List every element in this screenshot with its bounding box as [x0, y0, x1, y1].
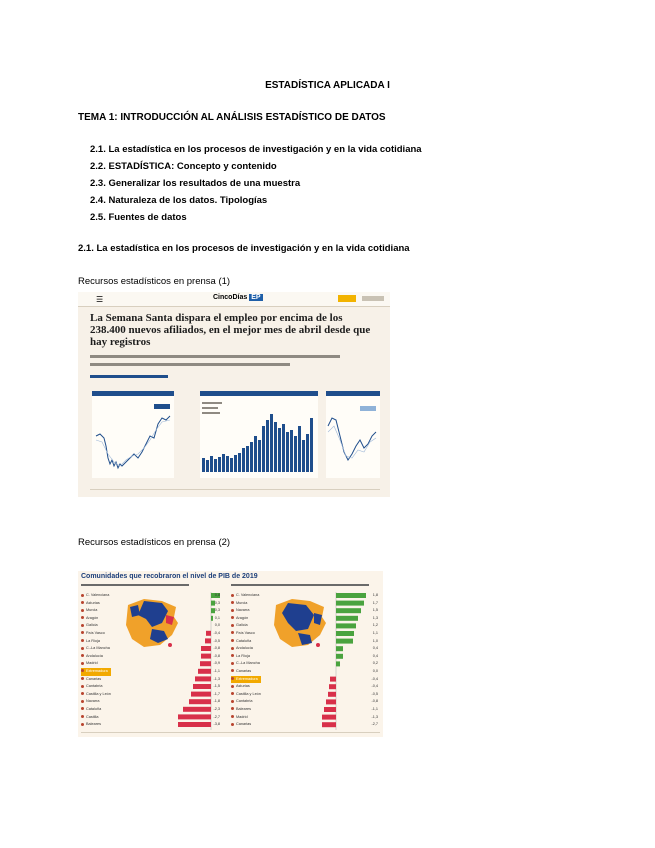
region-name: C.-La Mancha [236, 661, 260, 666]
list-item [81, 630, 111, 638]
data-label: 0,0 [214, 623, 220, 628]
region-flag-icon [81, 700, 84, 703]
press-image-gdp [78, 571, 383, 737]
press-image-employment [78, 292, 390, 497]
list-item [231, 668, 261, 676]
region-flag-icon [81, 715, 84, 718]
data-label: -0,9 [213, 661, 220, 666]
data-label: 0,8 [214, 593, 220, 597]
region-flag-icon [81, 594, 84, 597]
region-flag-icon [231, 715, 234, 718]
list-item [81, 592, 111, 600]
data-label: -0,4 [371, 676, 378, 681]
panel-bar-chart [200, 391, 318, 478]
data-label: 0,4 [372, 646, 378, 651]
region-list-left [81, 592, 111, 729]
list-item [231, 630, 261, 638]
region-name: Canarias [86, 676, 102, 681]
data-label: 1,2 [372, 623, 378, 628]
region-flag-icon [81, 609, 84, 612]
infographic-label-line [90, 374, 170, 379]
header-link [362, 296, 384, 301]
region-name: Castilla [86, 714, 99, 719]
data-label: -1,1 [213, 668, 220, 673]
article-lead [90, 353, 355, 372]
list-item [81, 691, 111, 699]
region-name: Navarra [236, 608, 250, 613]
toc-item: 2.2. ESTADÍSTICA: Concepto y contenido [90, 161, 277, 172]
data-label: 0,2 [372, 661, 378, 666]
region-flag-icon [231, 685, 234, 688]
left-panel-subtitle [81, 583, 191, 588]
data-label: -1,3 [213, 676, 220, 681]
line-chart-sector [326, 396, 380, 476]
region-flag-icon [81, 601, 84, 604]
region-flag-icon [231, 692, 234, 695]
region-name: País Vasco [86, 630, 105, 635]
subtitle-line [231, 583, 371, 587]
infographic-label [90, 374, 170, 381]
region-name: Baleares [86, 722, 101, 727]
menu-icon: ☰ [96, 295, 104, 304]
region-name: Murcia [86, 608, 98, 613]
data-label: -2,3 [213, 706, 220, 711]
line-chart-affiliation [92, 396, 174, 476]
region-flag-icon [231, 601, 234, 604]
region-flag-icon [231, 662, 234, 665]
data-label: -0,8 [213, 646, 220, 651]
list-item [81, 698, 111, 706]
region-name: Cataluña [236, 638, 252, 643]
list-item [231, 714, 261, 722]
list-item [231, 691, 261, 699]
region-flag-icon [231, 677, 234, 680]
list-item [231, 615, 261, 623]
data-label: -2,7 [213, 714, 220, 719]
toc-item: 2.5. Fuentes de datos [90, 212, 187, 223]
list-item [231, 676, 261, 684]
data-label: 1,7 [372, 600, 378, 605]
data-label: 0,3 [214, 600, 220, 605]
region-flag-icon [231, 654, 234, 657]
data-label: 1,1 [372, 630, 378, 635]
region-flag-icon [231, 594, 234, 597]
region-flag-icon [81, 631, 84, 634]
list-item [231, 592, 261, 600]
spain-map-left [122, 595, 182, 655]
region-name: Aragón [236, 615, 249, 620]
toc-item: 2.4. Naturaleza de los datos. Tipologías [90, 195, 268, 206]
list-item [81, 683, 111, 691]
bar-chart-right [322, 592, 368, 732]
list-item [231, 600, 261, 608]
data-label: 0,3 [214, 608, 220, 613]
list-item [81, 706, 111, 714]
data-label: -1,1 [371, 706, 378, 711]
data-label: 0,4 [372, 653, 378, 658]
data-label: -0,4 [213, 630, 220, 635]
list-item [231, 622, 261, 630]
topic-heading: TEMA 1: INTRODUCCIÓN AL ANÁLISIS ESTADÍSTICO DE DATOS [78, 112, 386, 123]
panel-sector-trend [326, 391, 380, 478]
data-label: -1,8 [213, 699, 220, 704]
list-item [81, 600, 111, 608]
infographic-footer [81, 732, 380, 735]
region-flag-icon [231, 707, 234, 710]
region-flag-icon [81, 669, 84, 672]
region-flag-icon [81, 616, 84, 619]
list-item [81, 721, 111, 729]
data-label: 0,1 [214, 615, 220, 620]
data-label: -1,7 [213, 691, 220, 696]
region-flag-icon [231, 723, 234, 726]
region-name: Castilla y León [86, 691, 111, 696]
panel-monthly-affiliation [92, 391, 174, 478]
bar-chart-affiliates [200, 396, 318, 476]
list-item [81, 653, 111, 661]
subscribe-badge [338, 295, 356, 302]
list-item [81, 645, 111, 653]
toc-item: 2.3. Generalizar los resultados de una muestra [90, 178, 301, 189]
region-flag-icon [81, 639, 84, 642]
list-item [231, 660, 261, 668]
data-label: -0,5 [371, 691, 378, 696]
figure-caption-1: Recursos estadísticos en prensa (1) [78, 276, 231, 287]
data-label: -0,8 [371, 699, 378, 704]
region-name: Castilla y León [236, 691, 261, 696]
data-label: 1,5 [372, 608, 378, 613]
region-flag-icon [81, 685, 84, 688]
region-name: C. Valenciana [86, 593, 110, 597]
subtitle-line [81, 583, 191, 587]
region-name: Canarias [236, 722, 252, 727]
value-list-right [366, 592, 378, 729]
data-label: 1,3 [372, 615, 378, 620]
region-flag-icon [81, 692, 84, 695]
data-label: -0,5 [213, 638, 220, 643]
region-flag-icon [231, 639, 234, 642]
region-flag-icon [231, 609, 234, 612]
region-flag-icon [81, 624, 84, 627]
list-item [81, 638, 111, 646]
list-item [81, 668, 111, 676]
list-item [81, 607, 111, 615]
list-item [231, 698, 261, 706]
region-name: Cataluña [86, 706, 102, 711]
region-flag-icon [81, 723, 84, 726]
list-item [81, 622, 111, 630]
region-name: Navarra [86, 699, 100, 704]
article-lead-lines [90, 353, 355, 369]
region-name: Aragón [86, 615, 99, 620]
region-name: Andalucía [236, 646, 253, 651]
region-name: Asturias [86, 600, 100, 605]
region-name: Asturias [236, 684, 250, 689]
data-label: 1,8 [372, 593, 378, 597]
region-name: La Rioja [236, 653, 250, 658]
region-flag-icon [231, 647, 234, 650]
region-name: Baleares [236, 706, 251, 711]
list-item [231, 706, 261, 714]
bar-chart-left [178, 592, 228, 732]
region-list-right [231, 592, 261, 729]
infographic-title: Comunidades que recobraron el nivel de PIB de 2019 [81, 573, 258, 580]
list-item [81, 660, 111, 668]
region-flag-icon [81, 707, 84, 710]
list-item [231, 638, 261, 646]
region-name: Extremadura [86, 668, 108, 673]
document-title: ESTADÍSTICA APLICADA I [265, 80, 390, 91]
right-panel-subtitle [231, 583, 371, 588]
data-label: -0,4 [371, 684, 378, 689]
region-name: Galicia [86, 623, 98, 628]
list-item [231, 645, 261, 653]
region-name: Andalucía [86, 653, 103, 658]
data-label: -1,5 [213, 684, 220, 689]
region-flag-icon [81, 647, 84, 650]
region-flag-icon [81, 654, 84, 657]
region-flag-icon [231, 669, 234, 672]
region-flag-icon [81, 677, 84, 680]
newspaper-logo: CincoDías EP [213, 294, 261, 301]
region-flag-icon [81, 662, 84, 665]
region-name: País Vasco [236, 630, 255, 635]
list-item [231, 721, 261, 729]
region-name: Galicia [236, 623, 248, 628]
region-name: Cantabria [236, 699, 253, 704]
region-name: C. Valenciana [236, 593, 260, 597]
newspaper-header [78, 292, 390, 307]
region-flag-icon [231, 700, 234, 703]
data-label: -0,8 [213, 653, 220, 658]
data-label: -1,3 [371, 714, 378, 719]
list-item [81, 615, 111, 623]
spain-map-right [270, 595, 330, 655]
article-headline: La Semana Santa dispara el empleo por encima de los 238.400 nuevos afiliados, en el mejor mes de abril desde que hay registros [90, 312, 371, 348]
region-name: Cantabria [86, 684, 103, 689]
region-name: Madrid [236, 714, 248, 719]
region-name: Madrid [86, 661, 98, 666]
table-of-contents [90, 141, 422, 226]
region-flag-icon [231, 616, 234, 619]
data-label: -3,8 [213, 722, 220, 727]
region-name: Murcia [236, 600, 248, 605]
data-label: -2,7 [371, 722, 378, 727]
infographic-footer [90, 489, 380, 493]
figure-caption-2: Recursos estadísticos en prensa (2) [78, 537, 231, 548]
list-item [231, 653, 261, 661]
region-name: Canarias [236, 668, 252, 673]
list-item [81, 714, 111, 722]
list-item [81, 676, 111, 684]
region-name: La Rioja [86, 638, 100, 643]
region-name: C.-La Mancha [86, 646, 110, 651]
data-label: 1,0 [372, 638, 378, 643]
value-list-left [208, 592, 220, 729]
region-flag-icon [231, 631, 234, 634]
list-item [231, 683, 261, 691]
region-name: Extremadura [236, 676, 258, 681]
toc-item: 2.1. La estadística en los procesos de investigación y en la vida cotidiana [90, 144, 422, 155]
region-flag-icon [231, 624, 234, 627]
section-heading: 2.1. La estadística en los procesos de investigación y en la vida cotidiana [78, 243, 410, 254]
data-label: 0,0 [372, 668, 378, 673]
list-item [231, 607, 261, 615]
